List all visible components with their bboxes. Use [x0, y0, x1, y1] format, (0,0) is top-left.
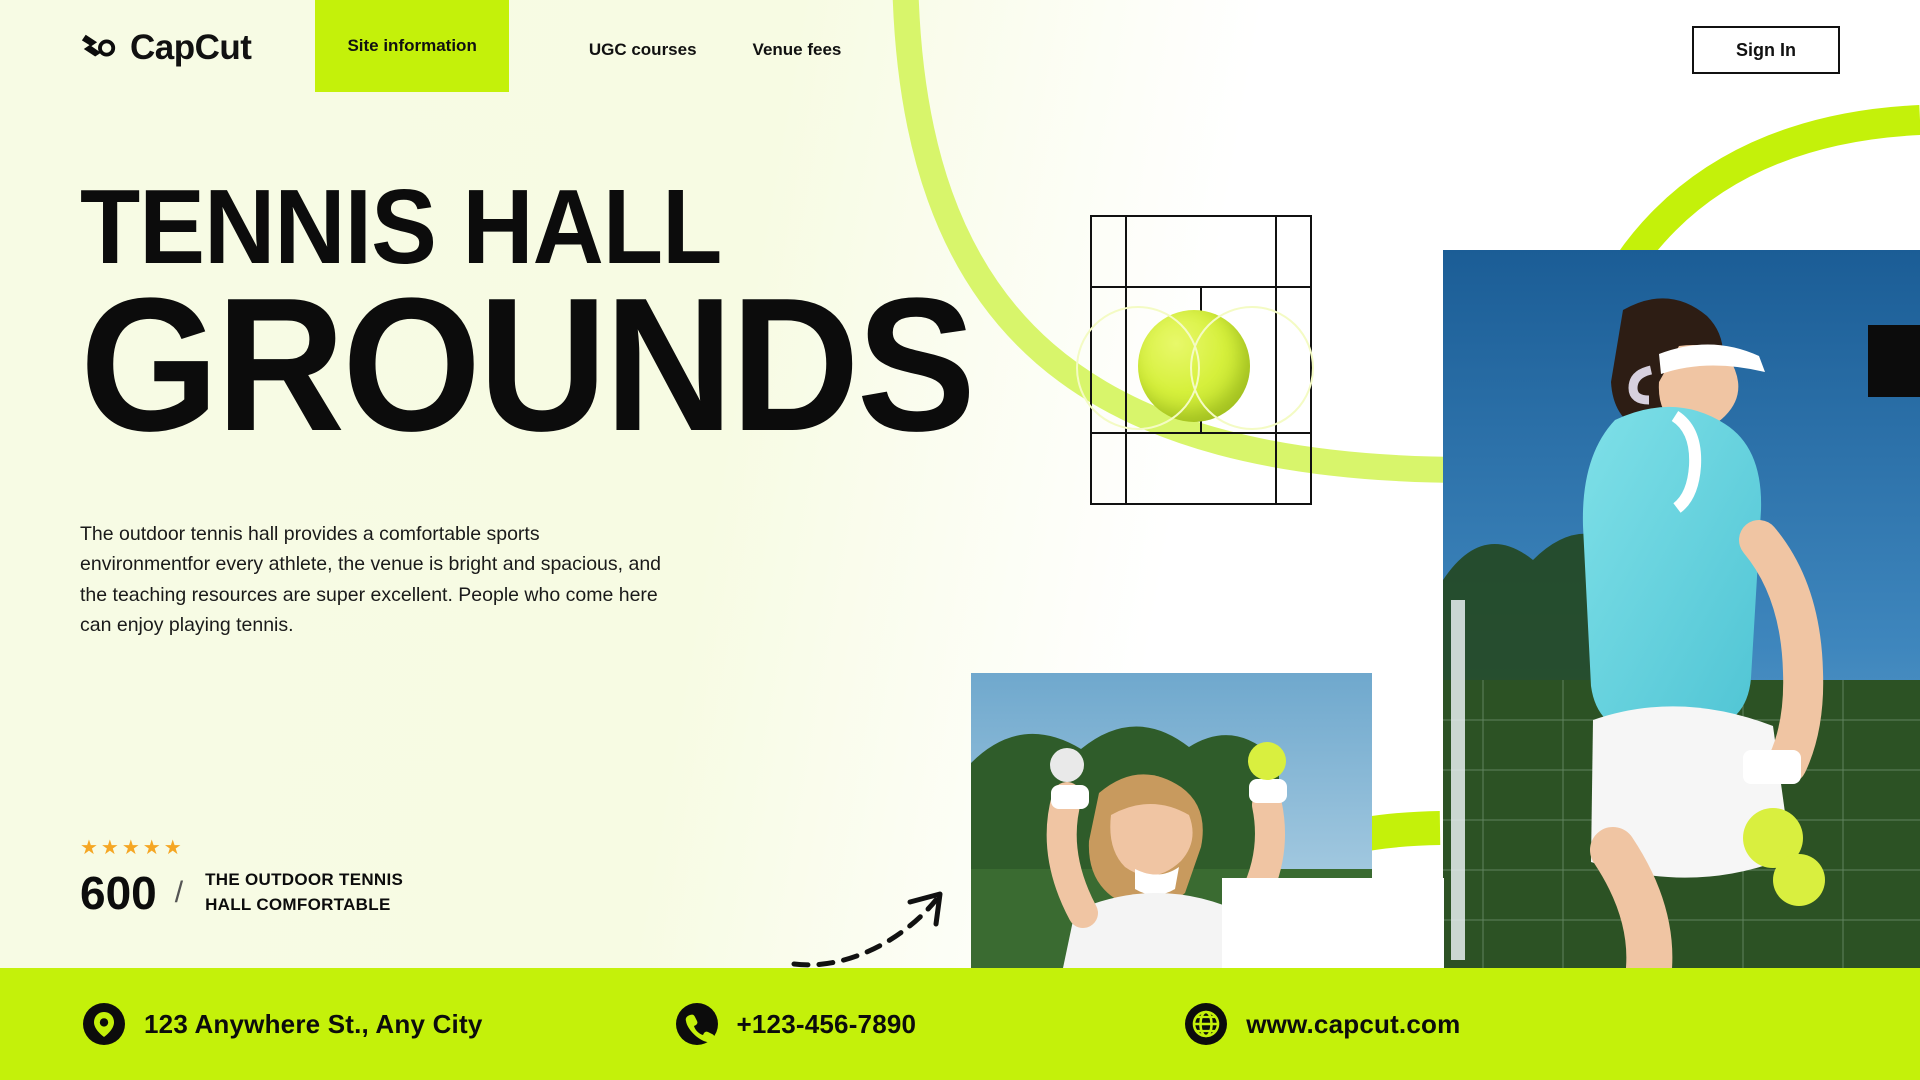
- footer-bar: [0, 968, 1920, 1080]
- footer-phone[interactable]: [675, 1002, 917, 1046]
- tennis-ball-icon: [1138, 310, 1250, 422]
- location-pin-icon: [82, 1002, 126, 1046]
- rating-block: [80, 838, 403, 917]
- main-nav: [315, 0, 869, 94]
- rating-row: [80, 868, 403, 917]
- phone-icon: [675, 1002, 719, 1046]
- globe-icon: [1184, 1002, 1228, 1046]
- sign-in-button[interactable]: Sign In: [1692, 26, 1840, 74]
- dashed-arrow-icon: [790, 890, 960, 975]
- white-notch-shape: [1222, 878, 1444, 968]
- female-tennis-player-photo: [1443, 250, 1920, 968]
- footer-website[interactable]: [1184, 1002, 1460, 1046]
- nav-item-venue-fees[interactable]: Venue fees: [752, 40, 842, 59]
- hero-section: [80, 168, 974, 640]
- footer-address-text: 123 Anywhere St., Any City: [144, 1008, 483, 1039]
- footer-website-text: www.capcut.com: [1246, 1008, 1461, 1039]
- rating-number: 600: [80, 866, 157, 919]
- brand-logo[interactable]: [80, 28, 251, 68]
- page-title-line2: GROUNDS: [80, 259, 974, 472]
- footer-phone-text: +123-456-7890: [736, 1008, 917, 1039]
- star-rating-icon: ★★★★★: [80, 837, 185, 859]
- brand-name: CapCut: [130, 28, 252, 67]
- capcut-logo-icon: [80, 29, 118, 67]
- hero-paragraph: The outdoor tennis hall provides a comfortable sports environmentfor every athlete, the venue is bright and spacious, and the teaching resources are super excellent. People who come here can enjoy playing tennis.: [80, 523, 662, 636]
- rating-separator: /: [174, 875, 184, 909]
- site-header: [0, 0, 1920, 92]
- rating-label-line1: THE OUTDOOR TENNIS: [205, 870, 404, 889]
- rating-label-line2: HALL COMFORTABLE: [205, 894, 391, 914]
- nav-item-ugc-courses[interactable]: UGC courses: [588, 40, 697, 59]
- footer-address[interactable]: [82, 1002, 483, 1046]
- rating-label: [205, 868, 403, 917]
- nav-item-site-information[interactable]: Site information: [315, 0, 508, 92]
- black-accent-square: [1868, 325, 1920, 397]
- page-title-line1: TENNIS HALL: [80, 168, 722, 286]
